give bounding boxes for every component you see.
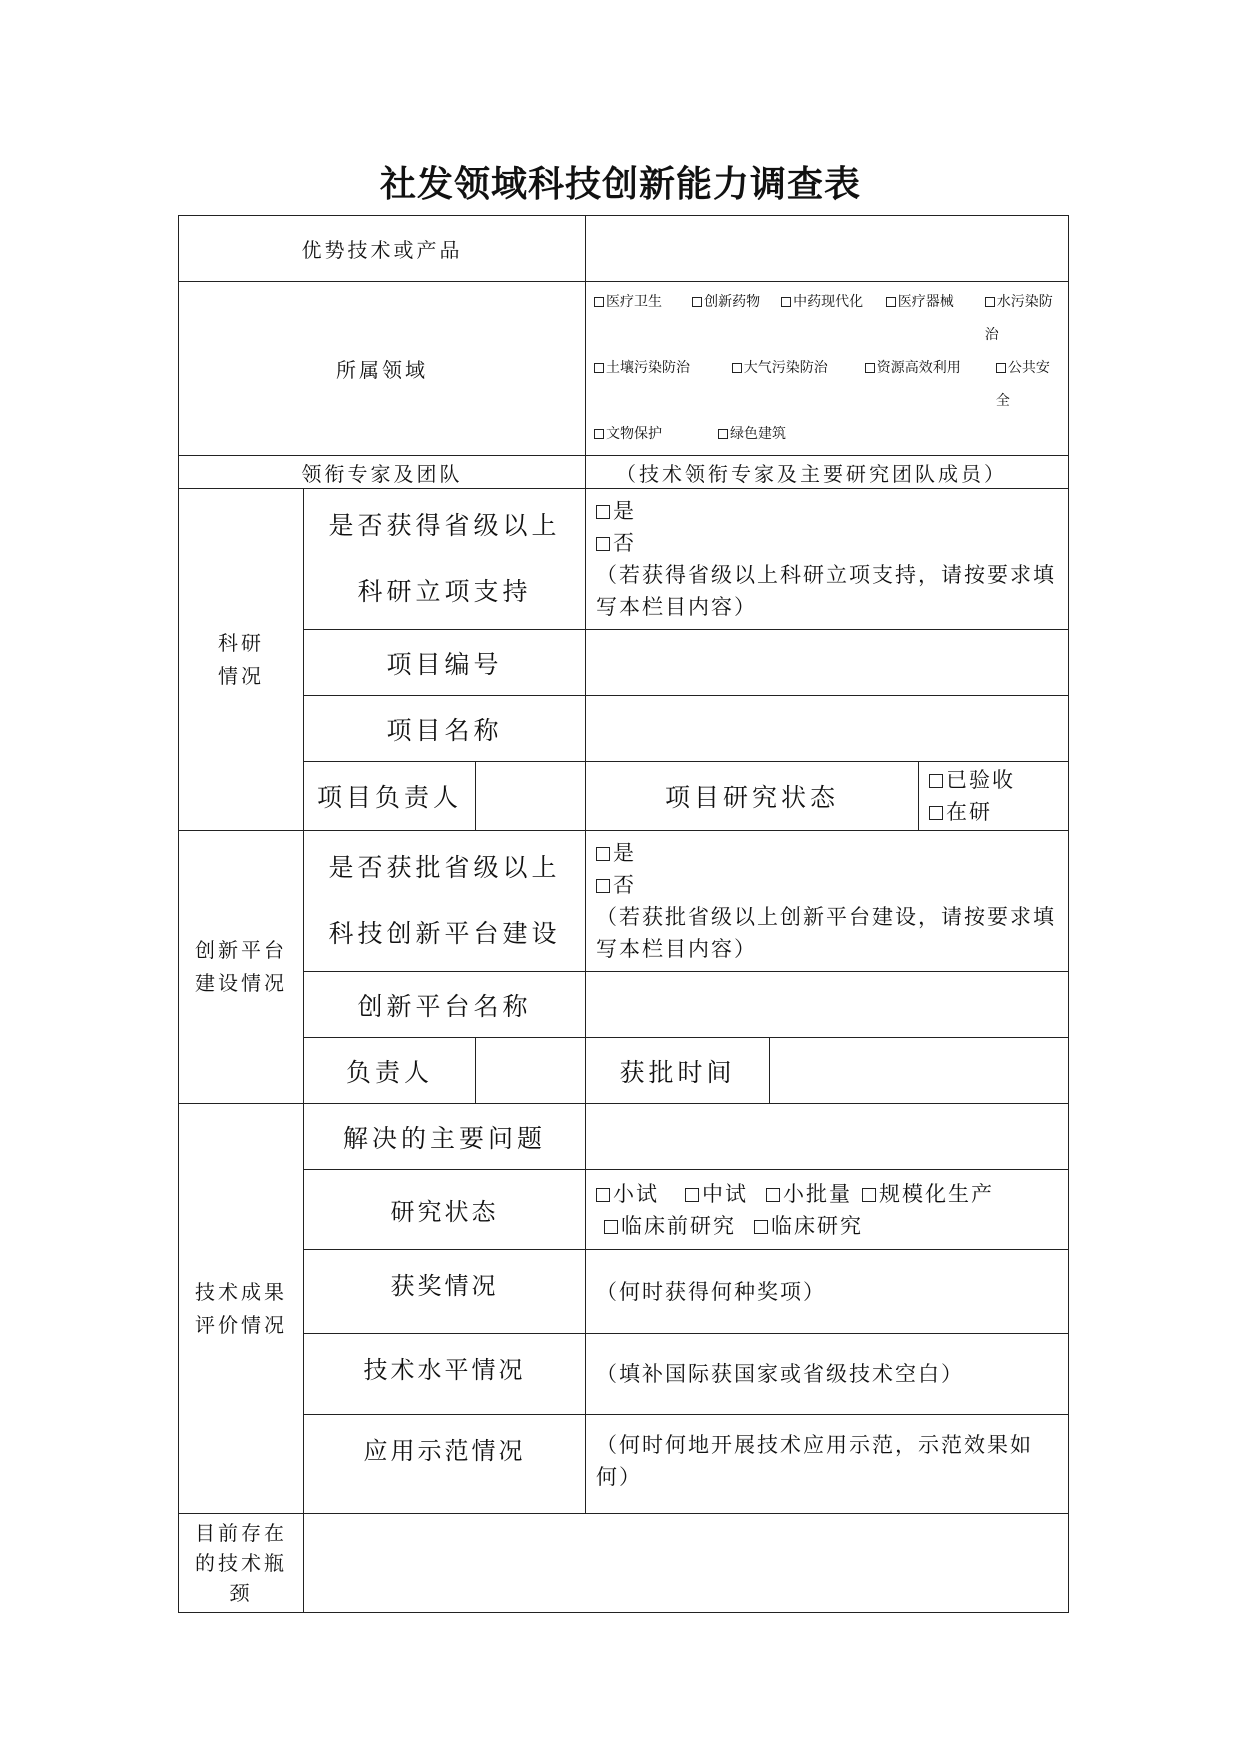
- checkbox-icon: [692, 297, 702, 307]
- checkbox-icon: [929, 774, 943, 788]
- domain-option[interactable]: 文物保护: [594, 418, 718, 451]
- project-status-label: 项目研究状态: [586, 762, 919, 831]
- checkbox-icon: [754, 1220, 768, 1234]
- approved-time-input[interactable]: [770, 1038, 1069, 1104]
- checkbox-icon: [886, 297, 896, 307]
- domain-options: [586, 282, 1069, 456]
- main-problem-input[interactable]: [586, 1104, 1069, 1170]
- main-problem-label: 解决的主要问题: [304, 1104, 586, 1170]
- checkbox-icon: [604, 1220, 618, 1234]
- checkbox-icon: [596, 505, 610, 519]
- platform-lead-input[interactable]: [476, 1038, 586, 1104]
- status-option[interactable]: 临床研究: [754, 1214, 863, 1238]
- checkbox-icon: [781, 297, 791, 307]
- domain-option[interactable]: 资源高效利用: [865, 352, 996, 418]
- domain-option[interactable]: 医疗器械: [886, 286, 985, 352]
- domain-option[interactable]: 公共安全: [995, 360, 1050, 409]
- checkbox-icon: [594, 363, 604, 373]
- checkbox-icon: [594, 429, 604, 439]
- yes-option[interactable]: 是: [596, 495, 1058, 527]
- checkbox-icon: [594, 297, 604, 307]
- status-option[interactable]: 小试: [596, 1178, 659, 1210]
- platform-hint: （若获批省级以上创新平台建设，请按要求填写本栏目内容）: [596, 905, 1056, 961]
- checkbox-icon: [862, 1188, 876, 1202]
- no-option[interactable]: 否: [596, 527, 1058, 559]
- research-support-question: 是否获得省级以上 科研立项支持: [304, 489, 586, 630]
- research-support-answer: [586, 489, 1069, 630]
- yes-option[interactable]: 是: [596, 837, 1058, 869]
- project-lead-input[interactable]: [476, 762, 586, 831]
- bottleneck-input[interactable]: [304, 1514, 1069, 1613]
- domain-option[interactable]: 土壤污染防治: [594, 352, 732, 418]
- research-status-options: [586, 1170, 1069, 1250]
- platform-question: 是否获批省级以上 科技创新平台建设: [304, 831, 586, 972]
- checkbox-icon: [596, 879, 610, 893]
- project-name-input[interactable]: [586, 696, 1069, 762]
- status-option[interactable]: 小批量: [766, 1178, 852, 1210]
- checkbox-icon: [732, 363, 742, 373]
- tech-level-hint[interactable]: （填补国际获国家或省级技术空白）: [586, 1334, 1069, 1415]
- checkbox-icon: [865, 363, 875, 373]
- domain-label: 所属领域: [179, 282, 586, 456]
- no-option[interactable]: 否: [596, 869, 1058, 901]
- status-option[interactable]: 规模化生产: [862, 1182, 994, 1206]
- checkbox-icon: [596, 537, 610, 551]
- expert-label: 领衔专家及团队: [179, 456, 586, 489]
- bottleneck-label: 目前存在 的技术瓶 颈: [179, 1514, 304, 1613]
- project-lead-label: 项目负责人: [304, 762, 476, 831]
- project-number-label: 项目编号: [304, 630, 586, 696]
- checkbox-icon: [596, 1188, 610, 1202]
- checkbox-icon: [929, 806, 943, 820]
- platform-lead-label: 负责人: [304, 1038, 476, 1104]
- application-hint[interactable]: （何时何地开展技术应用示范，示范效果如何）: [586, 1415, 1069, 1514]
- domain-option[interactable]: 中药现代化: [781, 286, 886, 352]
- survey-form-table: [178, 215, 1069, 1613]
- checkbox-icon: [996, 363, 1006, 373]
- approved-time-label: 获批时间: [586, 1038, 770, 1104]
- status-done-option[interactable]: 已验收: [929, 764, 1058, 796]
- checkbox-icon: [596, 847, 610, 861]
- domain-option[interactable]: 水污染防治: [984, 294, 1053, 343]
- research-section-label: 科研 情况: [179, 489, 304, 831]
- status-option[interactable]: 中试: [685, 1178, 748, 1210]
- domain-option[interactable]: 创新药物: [692, 286, 781, 352]
- advantage-label: 优势技术或产品: [179, 216, 586, 282]
- checkbox-icon: [985, 297, 995, 307]
- status-option[interactable]: 临床前研究: [604, 1210, 736, 1242]
- domain-option[interactable]: 绿色建筑: [718, 418, 786, 451]
- expert-hint[interactable]: （技术领衔专家及主要研究团队成员）: [586, 456, 1069, 489]
- project-name-label: 项目名称: [304, 696, 586, 762]
- awards-label: 获奖情况: [304, 1250, 586, 1334]
- support-hint: （若获得省级以上科研立项支持，请按要求填写本栏目内容）: [596, 563, 1056, 619]
- platform-answer: [586, 831, 1069, 972]
- project-number-input[interactable]: [586, 630, 1069, 696]
- checkbox-icon: [685, 1188, 699, 1202]
- status-ongoing-option[interactable]: 在研: [929, 796, 1058, 828]
- advantage-input[interactable]: [586, 216, 1069, 282]
- research-status-label: 研究状态: [304, 1170, 586, 1250]
- domain-option[interactable]: 大气污染防治: [732, 352, 865, 418]
- project-status-options: [919, 762, 1069, 831]
- form-title: 社发领域科技创新能力调查表: [379, 163, 861, 205]
- platform-name-label: 创新平台名称: [304, 972, 586, 1038]
- domain-option[interactable]: 医疗卫生: [594, 286, 692, 352]
- platform-section-label: 创新平台 建设情况: [179, 831, 304, 1104]
- application-label: 应用示范情况: [304, 1415, 586, 1514]
- checkbox-icon: [766, 1188, 780, 1202]
- awards-hint[interactable]: （何时获得何种奖项）: [586, 1250, 1069, 1334]
- tech-level-label: 技术水平情况: [304, 1334, 586, 1415]
- evaluation-section-label: 技术成果 评价情况: [179, 1104, 304, 1514]
- platform-name-input[interactable]: [586, 972, 1069, 1038]
- checkbox-icon: [718, 429, 728, 439]
